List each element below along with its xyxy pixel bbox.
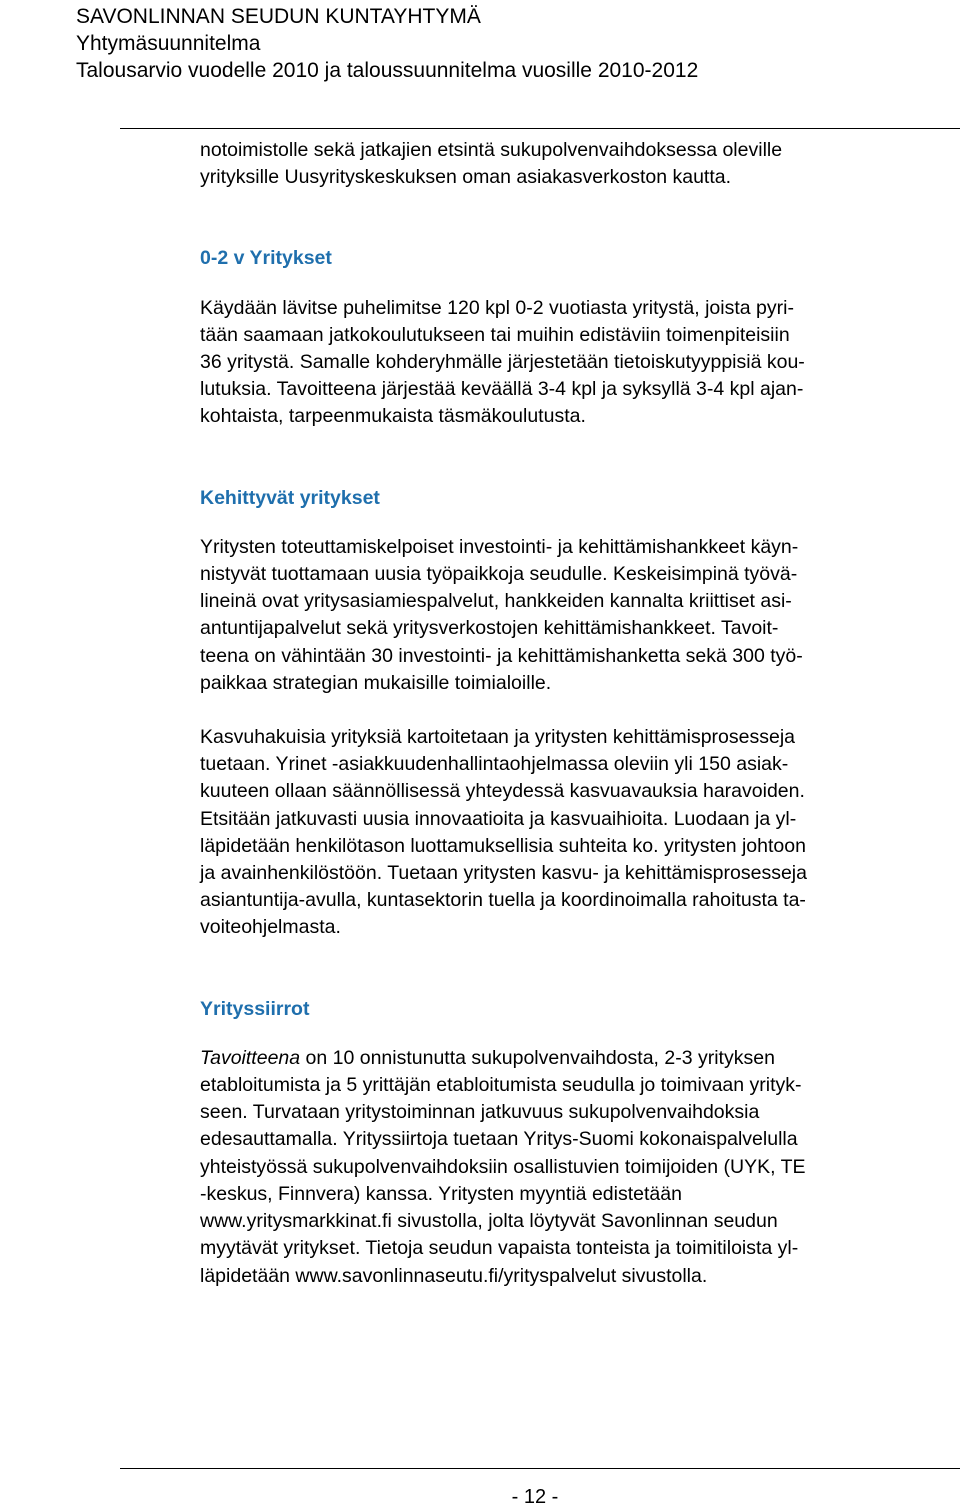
text-line: yhteistyössä sukupolvenvaihdoksiin osallistuvien toimijoiden (UYK, TE (200, 1155, 806, 1178)
text-line: myytävät yritykset. Tietoja seudun vapaista tonteista ja toimitiloista yl- (200, 1237, 799, 1260)
text-line: yrityksille Uusyrityskeskuksen oman asiakasverkoston kautta. (200, 166, 732, 189)
text-line: voiteohjelmasta. (200, 916, 341, 939)
organization-name: SAVONLINNAN SEUDUN KUNTAYHTYMÄ (76, 5, 481, 28)
startups-paragraph (200, 295, 935, 431)
section-heading-startups: 0-2 v Yritykset (200, 247, 332, 270)
text-line: lineinä ovat yritysasiamiespalvelut, hankkeiden kannalta kriittiset asi- (200, 590, 792, 613)
text-line: edesauttamalla. Yrityssiirtoja tuetaan Yritys-Suomi kokonaispalvelulla (200, 1128, 798, 1151)
developing-paragraph-1 (200, 534, 935, 697)
text-line: ja avainhenkilöstöön. Tuetaan yritysten kasvu- ja kehittämisprosesseja (200, 862, 807, 885)
text-line: etabloitumista ja 5 yrittäjän etabloitumista seudulla jo toimivaan yrityk- (200, 1074, 802, 1097)
unit-name: Yhtymäsuunnitelma (76, 32, 261, 55)
budget-title: Talousarvio vuodelle 2010 ja taloussuunnitelma vuosille 2010-2012 (76, 59, 699, 82)
text-line: notoimistolle sekä jatkajien etsintä sukupolvenvaihdoksessa oleville (200, 139, 783, 161)
footer-divider (120, 1468, 960, 1469)
text-line: antuntijapalvelut sekä yritysverkostojen kehittämishankkeet. Tavoit- (200, 617, 779, 640)
intro-paragraph (200, 137, 935, 191)
text-line: paikkaa strategian mukaisille toimialoille. (200, 671, 552, 694)
text-line: Käydään lävitse puhelimitse 120 kpl 0-2 vuotiasta yritystä, joista pyri- (200, 296, 794, 319)
text-line: tään saamaan jatkokoulutukseen tai muihin edistäviin toimenpiteisiin (200, 323, 790, 346)
header-divider (120, 128, 960, 129)
text-line: nistyvät tuottamaan uusia työpaikkoja seudulle. Keskeisimpinä työvä- (200, 563, 798, 586)
transfers-paragraph (200, 1045, 935, 1290)
text-fragment: on 10 onnistunutta sukupolvenvaihdosta, 2-3 yrityksen (300, 1046, 775, 1069)
emphasis-word: Tavoitteena (200, 1046, 301, 1069)
text-line: 36 yritystä. Samalle kohderyhmälle järjestetään tietoiskutyyppisiä kou- (200, 351, 805, 374)
text-line: läpidetään www.savonlinnaseutu.fi/yrityspalvelut sivustolla. (200, 1264, 708, 1287)
developing-paragraph-2 (200, 724, 935, 942)
page-number: - 12 - (511, 1486, 559, 1508)
text-line: asiantuntija-avulla, kuntasektorin tuella ja koordinoimalla rahoitusta ta- (200, 889, 806, 912)
text-line: lutuksia. Tavoitteena järjestää keväällä 3-4 kpl ja syksyllä 3-4 kpl ajan- (200, 378, 804, 401)
text-line (200, 1045, 935, 1072)
page-header (76, 3, 876, 84)
text-line: teena on vähintään 30 investointi- ja kehittämishanketta sekä 300 työ- (200, 644, 803, 667)
text-line: Etsitään jatkuvasti uusia innovaatioita ja kasvuaihioita. Luodaan ja yl- (200, 807, 797, 830)
text-line: www.yritysmarkkinat.fi sivustolla, jolta löytyvät Savonlinnan seudun (200, 1210, 778, 1233)
section-heading-transfers: Yrityssiirrot (200, 997, 310, 1020)
section-heading-developing: Kehittyvät yritykset (200, 486, 380, 509)
text-line: läpidetään henkilötason luottamuksellisia suhteita ko. yritysten johtoon (200, 834, 806, 857)
text-line: Kasvuhakuisia yrityksiä kartoitetaan ja yritysten kehittämisprosesseja (200, 726, 796, 749)
text-line: kohtaista, tarpeenmukaista täsmäkoulutusta. (200, 405, 586, 428)
document-body (200, 137, 935, 1290)
text-line: -keskus, Finnvera) kanssa. Yritysten myyntiä edistetään (200, 1182, 682, 1205)
text-line: kuuteen ollaan säännöllisessä yhteydessä kasvuavauksia haravoiden. (200, 780, 805, 803)
text-line: seen. Turvataan yritystoiminnan jatkuvuus sukupolvenvaihdoksia (200, 1101, 760, 1124)
text-line: Yritysten toteuttamiskelpoiset investointi- ja kehittämishankkeet käyn- (200, 535, 799, 558)
text-line: tuetaan. Yrinet -asiakkuudenhallintaohjelmassa oleviin yli 150 asiak- (200, 753, 789, 776)
